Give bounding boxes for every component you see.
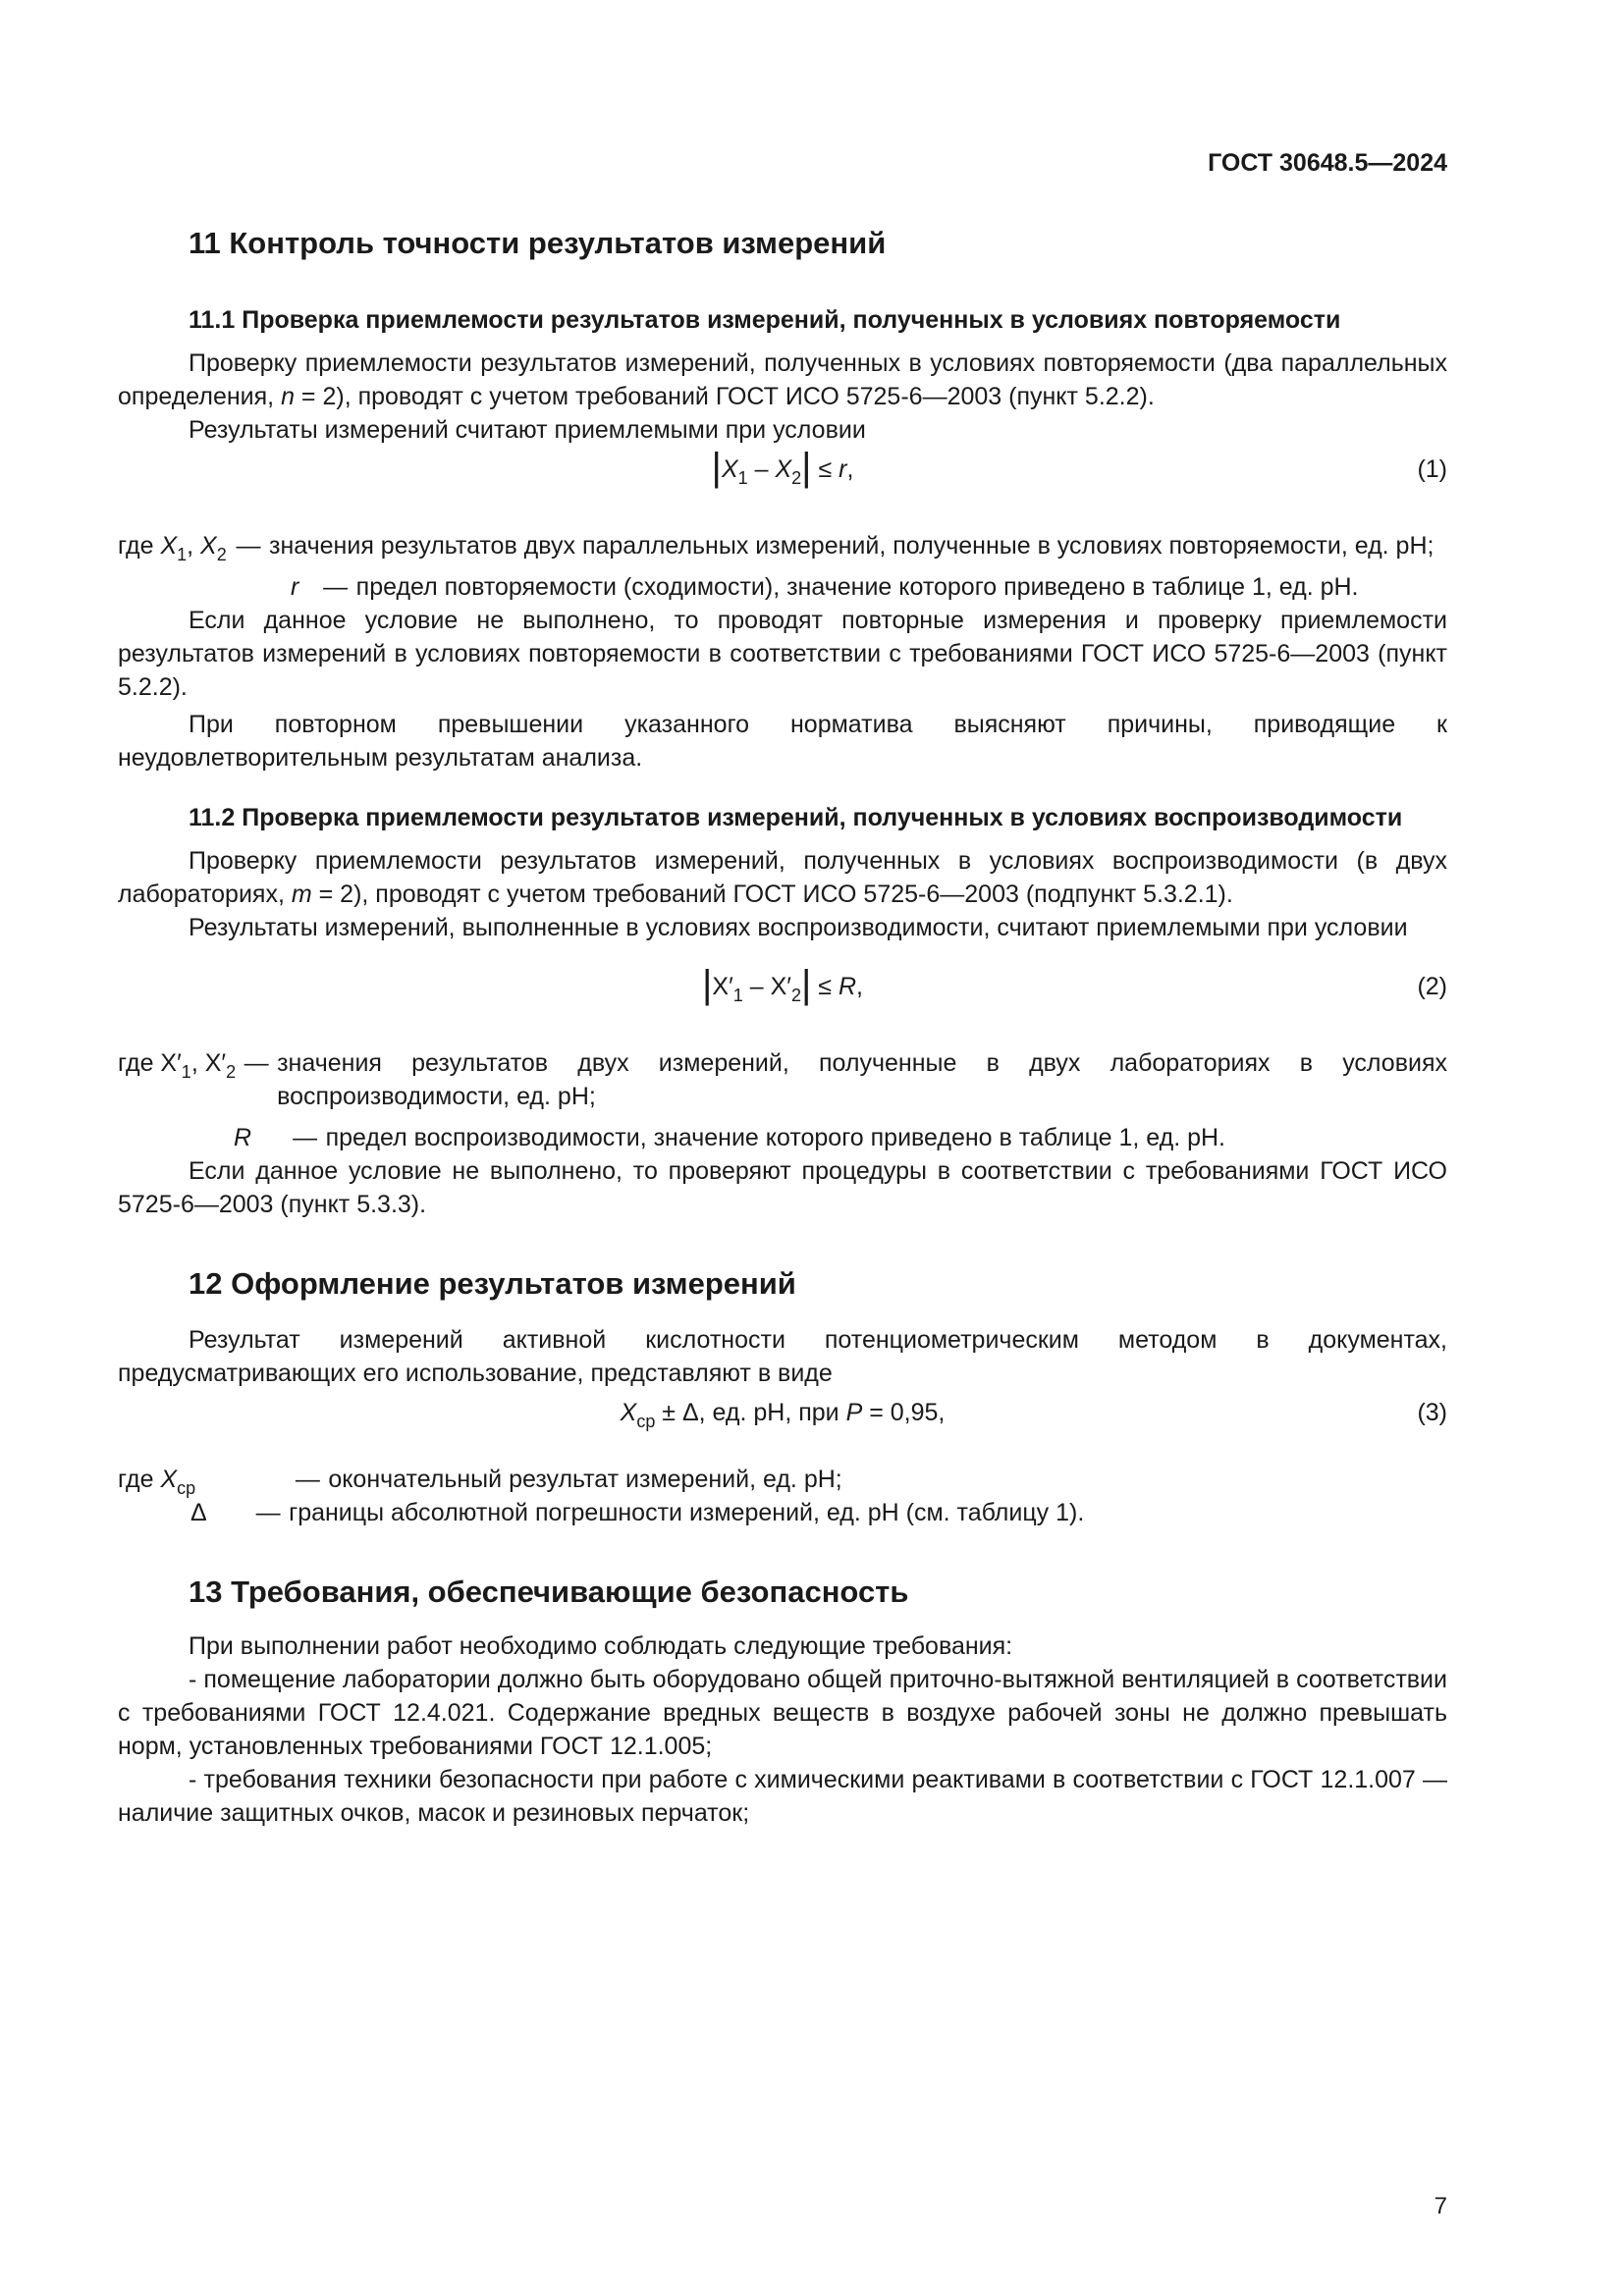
formula-number: (1)	[1417, 455, 1447, 483]
where-list: где $X'_1$, $X'_2$ — значения результатов двух измерений, полученные в двух лабораториях в условиях воспроизводимости, ед. pH;	[118, 1046, 1447, 1113]
paragraph: При выполнении работ необходимо соблюдать следующие требования:	[189, 1632, 1013, 1660]
where-list: r — предел повторяемости (сходимости), значение которого приведено в таблице 1, ед. pH.	[118, 570, 1447, 604]
paragraph: Результат измерений активной кислотности потенциометрическим методом в документах, предусматривающих его использование, представляют в виде	[118, 1326, 1447, 1387]
paragraph: - требования техники безопасности при работе с химическими реактивами в соответствии с ГОСТ 12.1.007 — наличие защитных очков, масок и резиновых перчаток;	[118, 1766, 1447, 1827]
formula-3	[118, 1396, 1447, 1445]
formula-1	[118, 446, 1447, 511]
where-list: где $X_{ср}$ — окончательный результат измерений, ед. pH;	[118, 1463, 1447, 1496]
section-11-1-title: 11.1 Проверка приемлемости результатов измерений, полученных в условиях повторяемости	[189, 306, 1341, 334]
where-symbol: Δ	[190, 1499, 207, 1526]
where-list: R — предел воспроизводимости, значение которого приведено в таблице 1, ед. pH.	[118, 1121, 1447, 1154]
where-list: где $X_1$, $X_2$ — значения результатов двух параллельных измерений, полученные в условиях повторяемости, ед. pH;	[118, 529, 1447, 562]
section-13-title: 13 Требования, обеспечивающие безопасность	[189, 1575, 909, 1609]
section-12-title: 12 Оформление результатов измерений	[189, 1266, 796, 1301]
section-11-title: 11 Контроль точности результатов измерений	[189, 226, 887, 260]
where-symbol: R	[234, 1124, 252, 1151]
paragraph: - помещение лаборатории должно быть оборудовано общей приточно-вытяжной вентиляцией в соответствии с требованиями ГОСТ 12.4.021. Содержание вредных веществ в воздухе рабочей зоны не должно превышать норм, установленных требованиями ГОСТ 12.1.005;	[118, 1666, 1447, 1760]
section-11-2-title: 11.2 Проверка приемлемости результатов измерений, полученных в условиях воспроизводимости	[189, 804, 1403, 831]
formula-expression: $X_{ср} \pm \Delta$, ед. pH, при P = 0,95,	[620, 1399, 946, 1431]
where-list: Δ — границы абсолютной погрешности измерений, ед. pH (см. таблицу 1).	[118, 1496, 1447, 1529]
paragraph: При повторном превышении указанного норматива выясняют причины, приводящие к неудовлетворительным результатам анализа.	[118, 711, 1447, 772]
where-description: окончательный результат измерений, ед. pH;	[328, 1466, 842, 1493]
paragraph: Если данное условие не выполнено, то проверяют процедуры в соответствии с требованиями ГОСТ ИСО 5725-6—2003 (пункт 5.3.3).	[118, 1157, 1447, 1218]
paragraph: Проверку приемлемости результатов измерений, полученных в условиях воспроизводимости (в двух лабораториях, m = 2), проводят с учетом требований ГОСТ ИСО 5725-6—2003 (подпункт 5.3.2.1).	[118, 847, 1447, 908]
paragraph: Результаты измерений считают приемлемыми при условии	[189, 416, 866, 444]
formula-number: (2)	[1417, 973, 1447, 1000]
formula-number: (3)	[1417, 1399, 1447, 1426]
where-symbol: где $X'_1$, $X'_2$	[118, 1049, 237, 1082]
page-content	[118, 224, 1447, 1830]
where-description: предел воспроизводимости, значение которого приведено в таблице 1, ед. pH.	[325, 1124, 1226, 1151]
where-description: границы абсолютной погрешности измерений, ед. pH (см. таблицу 1).	[289, 1499, 1085, 1526]
where-description: значения результатов двух измерений, полученные в двух лабораториях в условиях воспроизводимости, ед. pH;	[277, 1049, 1447, 1110]
where-description: значения результатов двух параллельных измерений, полученные в условиях повторяемости, ед. pH;	[269, 532, 1435, 560]
paragraph: Если данное условие не выполнено, то проводят повторные измерения и проверку приемлемости результатов измерений в условиях повторяемости в соответствии с требованиями ГОСТ ИСО 5725-6—2003 (пункт 5.2.2).	[118, 607, 1447, 701]
where-symbol: r	[291, 573, 299, 601]
paragraph: Проверку приемлемости результатов измерений, полученных в условиях повторяемости (два параллельных определения, n = 2), проводят с учетом требований ГОСТ ИСО 5725-6—2003 (пункт 5.2.2).	[118, 349, 1447, 410]
where-symbol: где $X_1$, $X_2$	[118, 532, 227, 564]
formula-expression: $|X'_1 - X'_2| \le R$,	[702, 963, 863, 1006]
where-symbol: где $X_{ср}$	[118, 1466, 196, 1498]
page-number: 7	[1434, 2193, 1447, 2219]
formula-2	[118, 963, 1447, 1029]
where-description: предел повторяемости (сходимости), значение которого приведено в таблице 1, ед. pH.	[355, 573, 1359, 601]
formula-expression: $|X_1 - X_2| \le r$,	[711, 446, 854, 489]
paragraph: Результаты измерений, выполненные в условиях воспроизводимости, считают приемлемыми при условии	[189, 914, 1408, 941]
standard-code: ГОСТ 30648.5—2024	[1208, 149, 1447, 177]
